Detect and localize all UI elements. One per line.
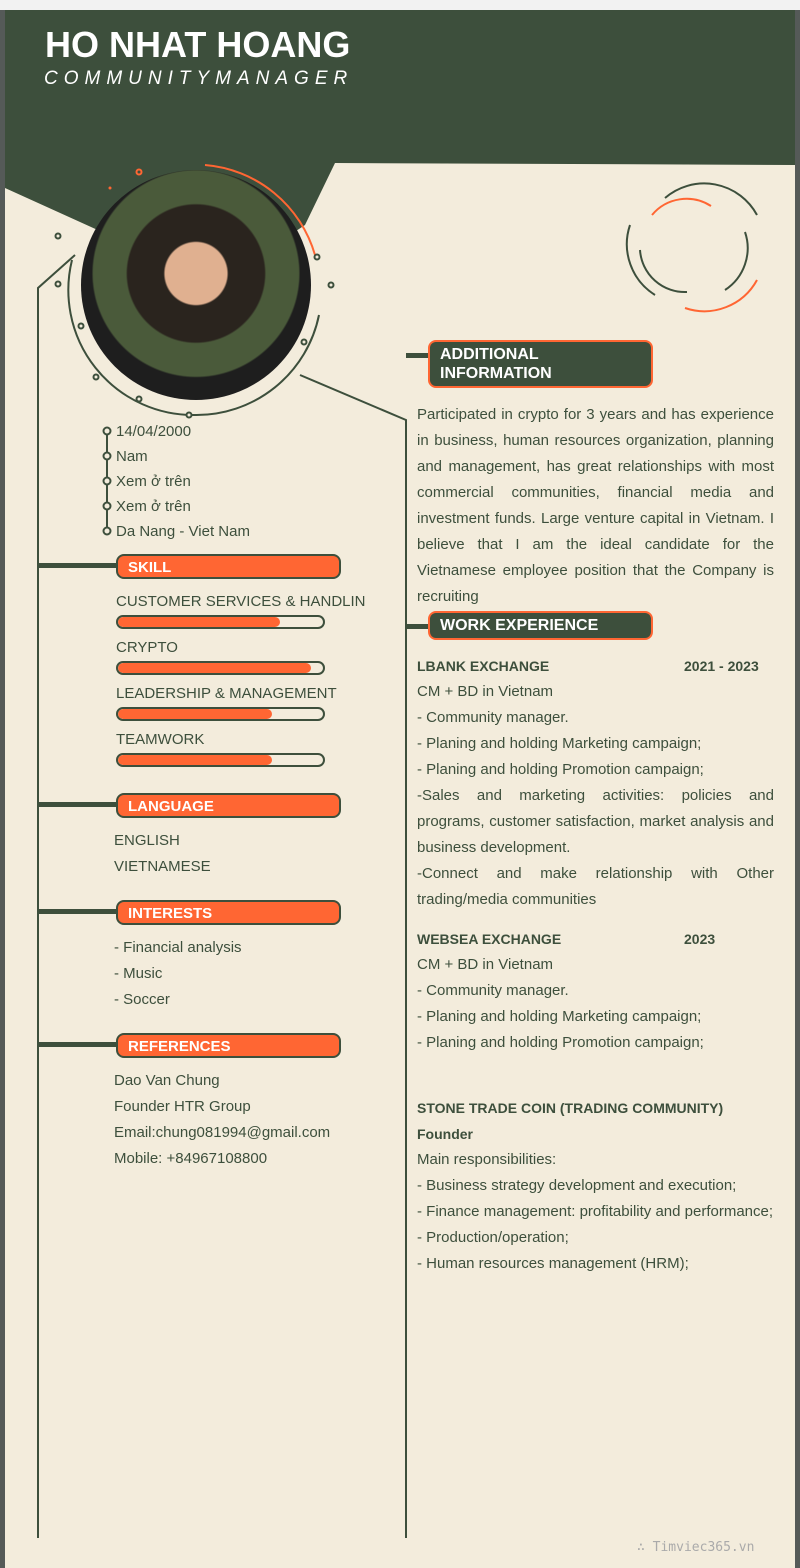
job-line: - Business strategy development and execution; <box>417 1177 737 1194</box>
profile-photo <box>81 170 311 400</box>
job-position: CM + BD in Vietnam <box>417 956 554 973</box>
job-line: -Connect and make relationship with Other trading/media communities <box>417 865 774 908</box>
additional-info-text: Participated in crypto for 3 years and has experience in business, human resources organization, planning and management, has great relationships with most commercial communities, financial media and investment funds. Large venture capital in Vietnam. I believe that I am the ideal candidate for the Vietnamese employee position that the Company is recruiting <box>417 406 774 605</box>
job-period: 2021 - 2023 <box>684 658 759 674</box>
email: Xem ở trên <box>116 498 191 515</box>
language-item: VIETNAMESE <box>114 858 211 875</box>
phone: Xem ở trên <box>116 473 191 490</box>
language-item: ENGLISH <box>114 832 180 849</box>
address: Da Nang - Viet Nam <box>116 523 250 540</box>
reference-name: Dao Van Chung <box>114 1072 220 1089</box>
job-period: 2023 <box>684 931 716 947</box>
work-experience-heading: WORK EXPERIENCE <box>428 611 653 640</box>
heading-line: ADDITIONAL <box>440 346 539 363</box>
company-name: WEBSEA EXCHANGE <box>417 931 562 947</box>
skill-bar-fill <box>118 709 272 719</box>
job-line: -Sales and marketing activities: policies and programs, customer satisfaction, market analysis and business development. <box>417 787 774 856</box>
job-line: - Planing and holding Promotion campaign; <box>417 761 704 778</box>
job-line: - Finance management: profitability and performance; <box>417 1203 774 1220</box>
interest-item: - Soccer <box>114 991 170 1008</box>
company-name: LBANK EXCHANGE <box>417 658 550 674</box>
job-line: - Planing and holding Marketing campaign; <box>417 735 702 752</box>
job-position: CM + BD in Vietnam <box>417 683 554 700</box>
job-line: - Human resources management (HRM); <box>417 1255 689 1272</box>
job-line: Main responsibilities: <box>417 1151 557 1168</box>
reference-phone: Mobile: +84967108800 <box>114 1150 268 1167</box>
job-position: Founder <box>417 1126 473 1142</box>
skill-heading: SKILL <box>116 554 341 579</box>
language-heading: LANGUAGE <box>116 793 341 818</box>
reference-email: Email:chung081994@gmail.com <box>114 1124 331 1141</box>
job-line: - Community manager. <box>417 709 569 726</box>
candidate-role: COMMUNITYMANAGER <box>44 68 354 89</box>
interest-item: - Financial analysis <box>114 939 242 956</box>
job-line: - Planing and holding Marketing campaign; <box>417 1008 702 1025</box>
top-strip <box>0 0 800 10</box>
job-company: STONE TRADE COIN (TRADING COMMUNITY) <box>417 1100 724 1116</box>
job-company <box>417 653 774 679</box>
skill-bar <box>116 661 325 675</box>
skill-bar-fill <box>118 617 280 627</box>
heading-line: INFORMATION <box>440 365 552 382</box>
reference-title: Founder HTR Group <box>114 1098 251 1115</box>
job-stone-trade <box>417 1095 774 1277</box>
job-company <box>417 926 774 952</box>
interest-item: - Music <box>114 965 163 982</box>
job-line: - Community manager. <box>417 982 569 999</box>
skill-bar-fill <box>118 663 311 673</box>
skill-label: CRYPTO <box>116 639 178 656</box>
additional-info-heading <box>428 340 653 388</box>
birth-date: 14/04/2000 <box>116 423 192 440</box>
references-heading: REFERENCES <box>116 1033 341 1058</box>
candidate-name: HO NHAT HOANG <box>45 24 351 65</box>
interests-heading: INTERESTS <box>116 900 341 925</box>
skill-bar-fill <box>118 755 272 765</box>
skill-bar <box>116 615 325 629</box>
skill-label: LEADERSHIP & MANAGEMENT <box>116 685 337 702</box>
job-websea <box>417 926 774 1056</box>
gender: Nam <box>116 448 148 465</box>
cv-page <box>5 10 795 1568</box>
job-line: - Planing and holding Promotion campaign; <box>417 1034 704 1051</box>
skill-label: CUSTOMER SERVICES & HANDLIN <box>116 593 366 610</box>
skill-bar <box>116 753 325 767</box>
watermark: ∴ Timviec365.vn <box>637 1540 755 1555</box>
skill-label: TEAMWORK <box>116 731 205 748</box>
skill-bar <box>116 707 325 721</box>
job-line: - Production/operation; <box>417 1229 569 1246</box>
job-lbank <box>417 653 774 913</box>
